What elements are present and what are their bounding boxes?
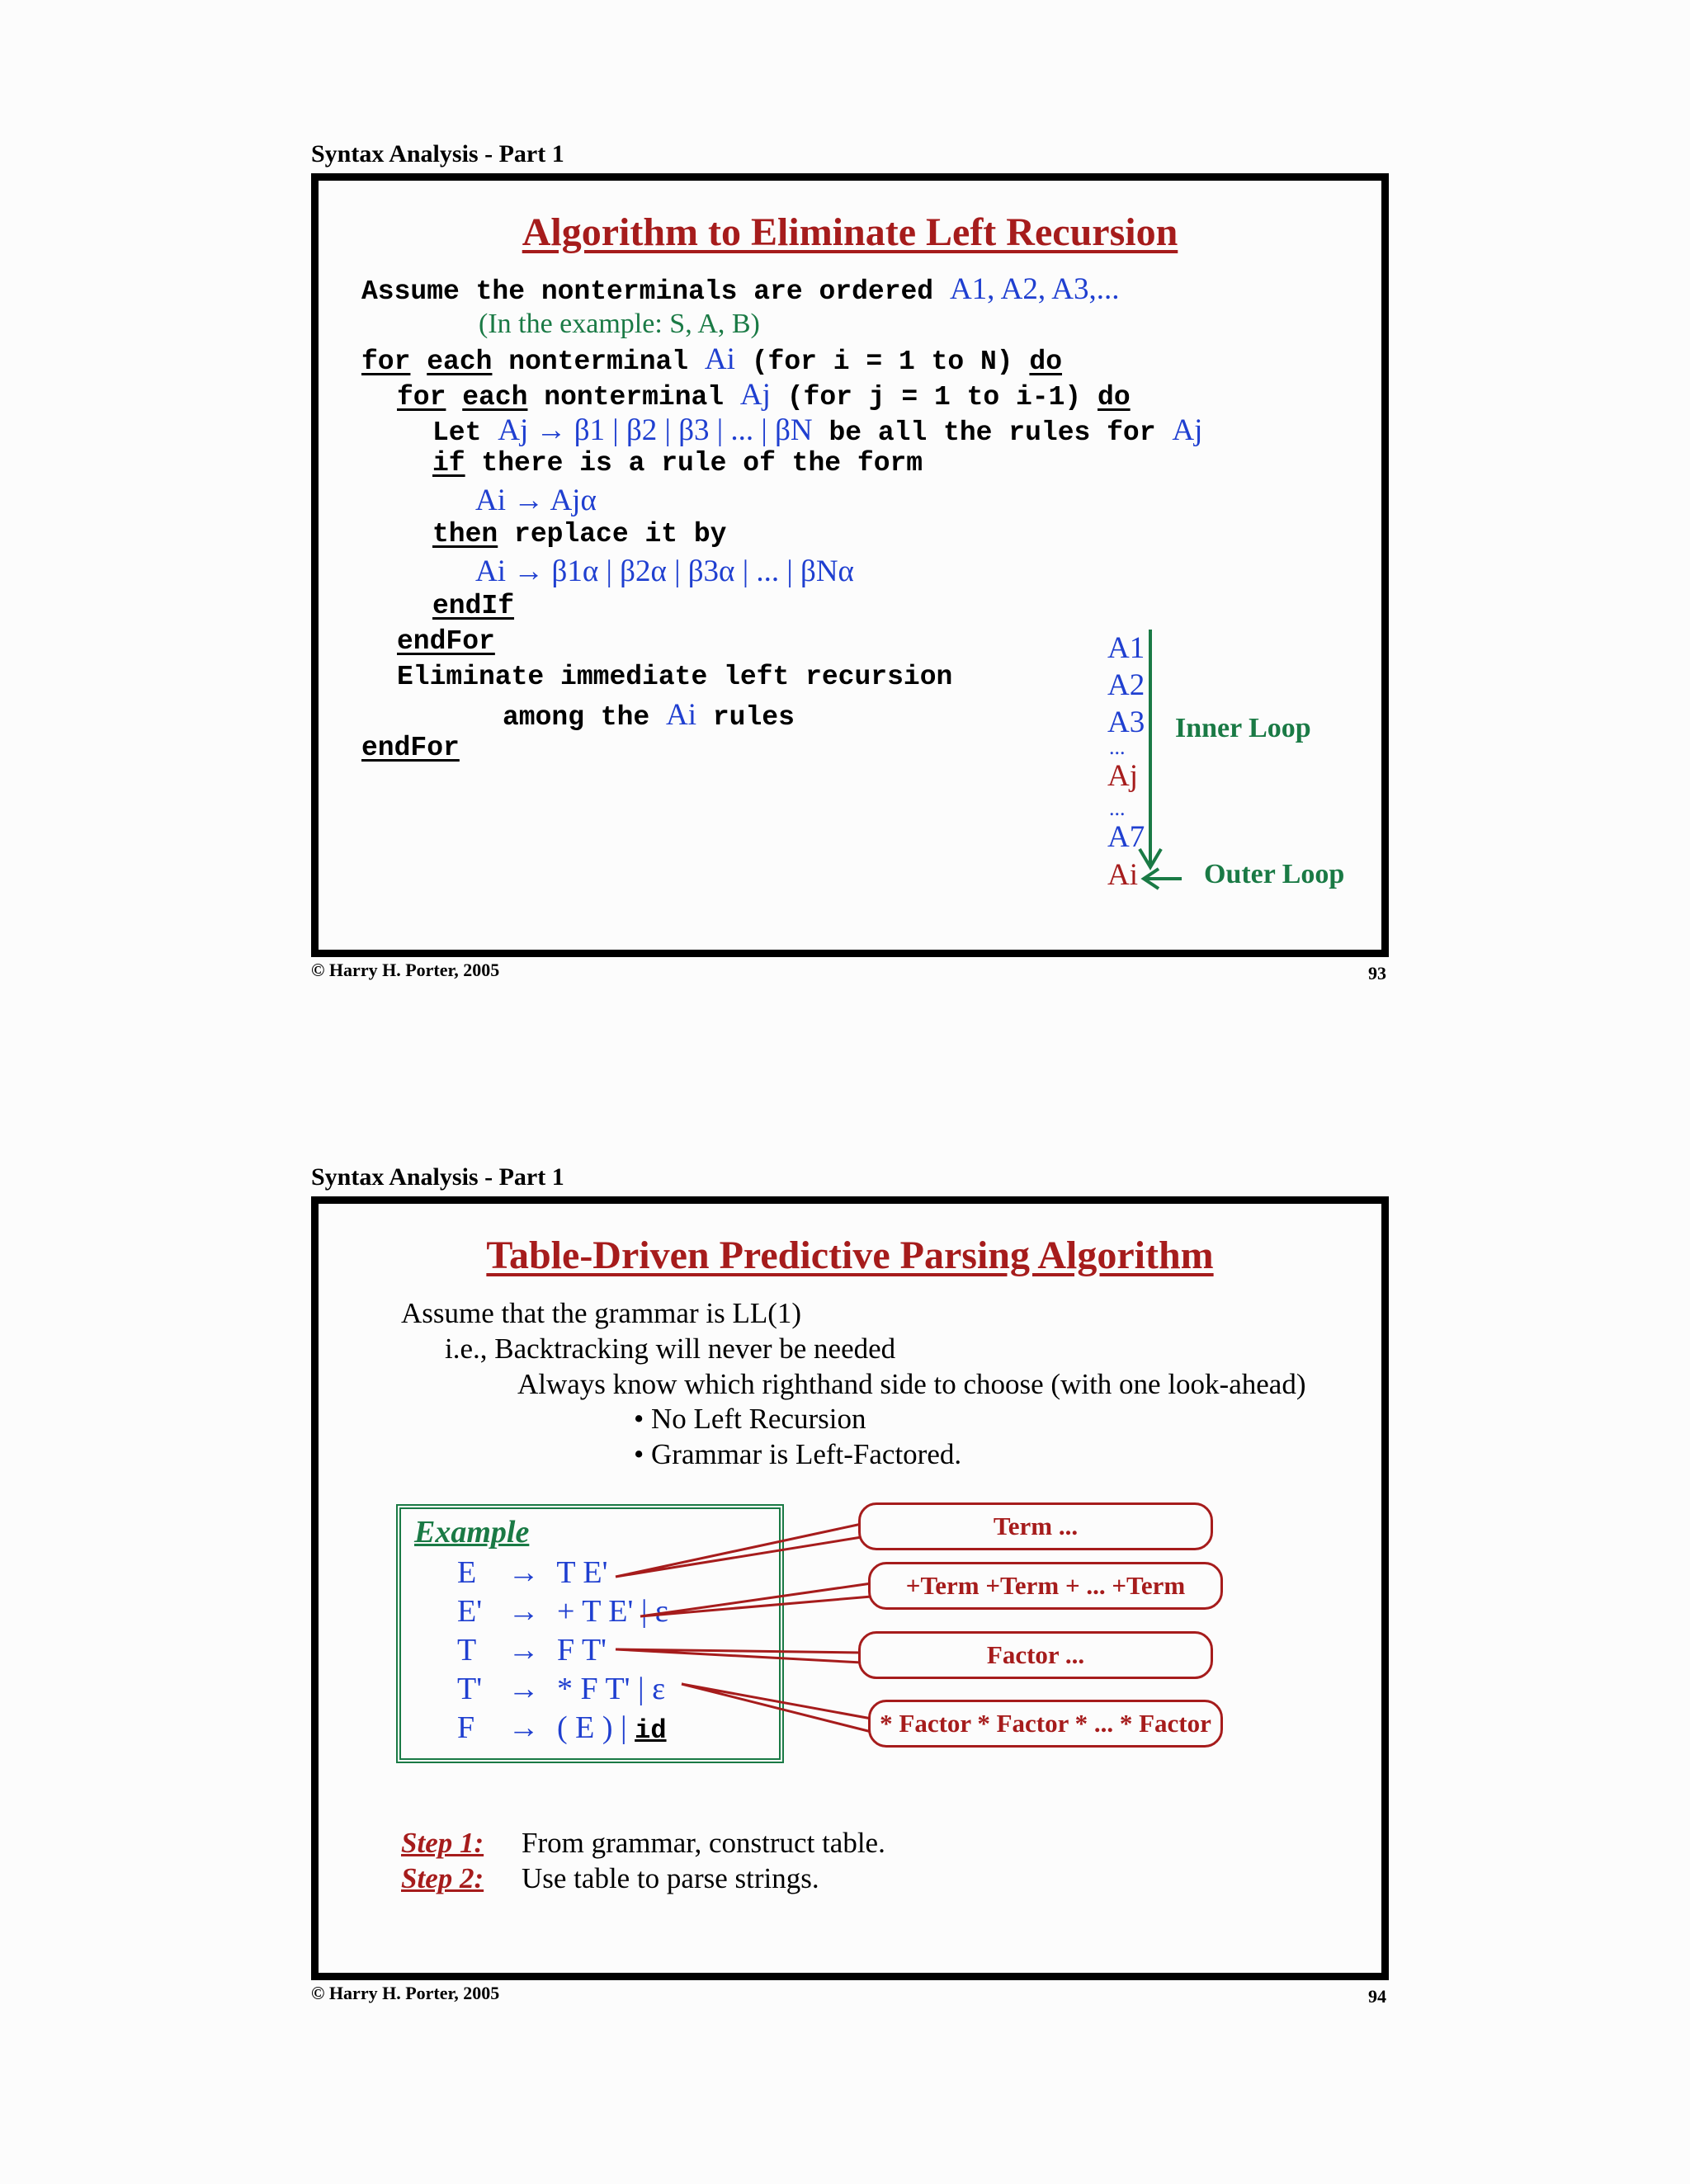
page2-footer-page-number: 94 bbox=[1368, 1986, 1386, 2007]
callout-plus-term: +Term +Term + ... +Term bbox=[868, 1562, 1223, 1610]
grammar-rule: T → F T' bbox=[457, 1633, 607, 1667]
grammar-rule: T' → * F T' | ε bbox=[457, 1672, 666, 1706]
id-token: id bbox=[635, 1715, 667, 1746]
pointer-star-factor bbox=[682, 1684, 871, 1732]
outer-loop-label: Outer Loop bbox=[1204, 859, 1345, 889]
grammar-rule: F → ( E ) | id bbox=[457, 1710, 667, 1746]
assumption-line: Assume that the grammar is LL(1) bbox=[401, 1297, 802, 1329]
loop-item-a7: A7 bbox=[1107, 820, 1145, 854]
endfor-outer-keyword: endFor bbox=[361, 733, 460, 763]
eliminate-line: Eliminate immediate left recursion bbox=[397, 662, 953, 692]
loop-item-a3: A3 bbox=[1107, 705, 1145, 739]
rule-form: Ai → Ajα bbox=[475, 483, 597, 517]
loop-item-ai: Ai bbox=[1107, 858, 1138, 892]
loop-ellipsis-2: ... bbox=[1109, 796, 1126, 820]
pointer-factor bbox=[616, 1649, 862, 1663]
among-line: among the Ai rules bbox=[503, 698, 795, 733]
replacement-rule: Ai → β1α | β2α | β3α | ... | βNα bbox=[475, 554, 854, 588]
slide-93-title: Algorithm to Eliminate Left Recursion bbox=[522, 210, 1178, 254]
page1-header: Syntax Analysis - Part 1 bbox=[311, 140, 564, 167]
inner-loop-label: Inner Loop bbox=[1175, 713, 1311, 743]
bullet-item: • Grammar is Left-Factored. bbox=[634, 1438, 962, 1470]
callout-star-factor: * Factor * Factor * ... * Factor bbox=[868, 1700, 1223, 1748]
page2-footer-copyright: © Harry H. Porter, 2005 bbox=[311, 1983, 500, 2003]
endfor-inner-keyword: endFor bbox=[397, 626, 495, 657]
grammar-rule: E' → + T E' | ε bbox=[457, 1594, 668, 1629]
loop-item-aj: Aj bbox=[1107, 759, 1138, 793]
slide-94-frame bbox=[311, 1196, 1389, 1980]
for-line-inner: for each nonterminal Aj (for j = 1 to i-1) do bbox=[397, 378, 1131, 413]
page1-footer-page-number: 93 bbox=[1368, 963, 1386, 984]
callout-term: Term ... bbox=[858, 1502, 1213, 1550]
backtracking-line: i.e., Backtracking will never be needed bbox=[445, 1333, 896, 1365]
pointer-plus-term bbox=[640, 1583, 871, 1616]
endif-keyword: endIf bbox=[432, 591, 515, 621]
loop-item-a1: A1 bbox=[1107, 631, 1145, 665]
example-note: (In the example: S, A, B) bbox=[479, 309, 760, 339]
let-line: Let Aj → β1 | β2 | β3 | ... | βN be all the rules for Aj bbox=[432, 413, 1203, 448]
example-label: Example bbox=[414, 1515, 530, 1550]
if-line: if there is a rule of the form bbox=[432, 448, 923, 479]
grammar-rule: E → T E' bbox=[457, 1555, 608, 1590]
page2-header: Syntax Analysis - Part 1 bbox=[311, 1163, 564, 1191]
inner-loop-arrow bbox=[1140, 630, 1161, 867]
page1-footer-copyright: © Harry H. Porter, 2005 bbox=[311, 960, 500, 980]
ordered-symbols: A1, A2, A3,... bbox=[949, 272, 1120, 306]
callout-factor: Factor ... bbox=[858, 1631, 1213, 1679]
loop-item-a2: A2 bbox=[1107, 668, 1145, 702]
then-line: then replace it by bbox=[432, 519, 727, 550]
step-1: Step 1: From grammar, construct table. bbox=[401, 1827, 885, 1859]
outer-loop-arrow bbox=[1144, 869, 1182, 889]
slide-94-title: Table-Driven Predictive Parsing Algorithm bbox=[486, 1234, 1214, 1277]
step-2: Step 2: Use table to parse strings. bbox=[401, 1862, 819, 1894]
loop-ellipsis-1: ... bbox=[1109, 735, 1126, 759]
assume-line: Assume the nonterminals are ordered A1, A2, A3,... bbox=[361, 272, 1120, 307]
pointer-term bbox=[616, 1524, 862, 1577]
for-line-outer: for each nonterminal Ai (for i = 1 to N) do bbox=[361, 342, 1063, 377]
lookahead-line: Always know which righthand side to choose (with one look-ahead) bbox=[517, 1368, 1306, 1400]
loop-arrows bbox=[1135, 626, 1185, 899]
slide-93-frame bbox=[311, 173, 1389, 957]
bullet-item: • No Left Recursion bbox=[634, 1403, 866, 1435]
